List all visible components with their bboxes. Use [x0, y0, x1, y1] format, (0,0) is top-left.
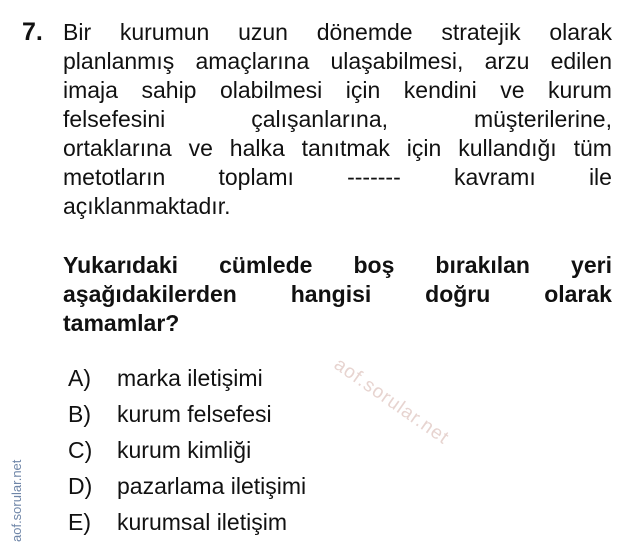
question-number: 7. — [22, 18, 43, 46]
prompt-line — [63, 251, 612, 280]
stem-word: ve — [188, 135, 213, 161]
stem-word: kendini — [403, 77, 477, 103]
prompt-word: boş — [353, 252, 395, 278]
question-stem — [63, 18, 612, 221]
option-letter: C) — [68, 437, 93, 463]
stem-word: ------- — [347, 164, 401, 190]
stem-word: uzun — [238, 19, 288, 45]
answer-options — [68, 360, 306, 540]
stem-word: kurumun — [119, 19, 210, 45]
prompt-word: olarak — [544, 281, 612, 307]
stem-word: ile — [588, 164, 612, 190]
stem-line — [63, 192, 612, 221]
stem-word: felsefesini — [63, 106, 166, 132]
option-text: kurumsal iletişim — [117, 509, 287, 535]
stem-line — [63, 105, 612, 134]
prompt-word: hangisi — [290, 281, 372, 307]
option-a[interactable] — [68, 360, 306, 396]
prompt-word: Yukarıdaki — [63, 252, 179, 278]
prompt-word: tamamlar? — [63, 310, 180, 336]
prompt-word: aşağıdakilerden — [63, 281, 237, 307]
question-prompt — [63, 251, 612, 338]
prompt-word: bırakılan — [435, 252, 530, 278]
stem-line — [63, 47, 612, 76]
stem-word: çalışanlarına, — [251, 106, 389, 132]
stem-word: ulaşabilmesi, — [330, 48, 464, 74]
option-letter: A) — [68, 365, 91, 391]
stem-line — [63, 18, 612, 47]
option-e[interactable] — [68, 504, 306, 540]
stem-line — [63, 163, 612, 192]
stem-word: kurum — [548, 77, 612, 103]
stem-word: olarak — [549, 19, 612, 45]
stem-word: için — [345, 77, 381, 103]
stem-word: dönemde — [316, 19, 413, 45]
stem-word: tüm — [573, 135, 612, 161]
prompt-line — [63, 280, 612, 309]
watermark-side-text: aof.sorular.net — [9, 459, 24, 542]
option-letter: B) — [68, 401, 91, 427]
option-letter: D) — [68, 473, 93, 499]
stem-word: edilen — [550, 48, 612, 74]
stem-word: ortaklarına — [63, 135, 172, 161]
stem-line — [63, 134, 612, 163]
stem-word: halka — [229, 135, 285, 161]
option-text: pazarlama iletişimi — [117, 473, 307, 499]
stem-word: müşterilerine, — [473, 106, 612, 132]
stem-line — [63, 76, 612, 105]
watermark-diagonal: aof.sorular.net — [329, 354, 453, 449]
stem-word: için — [406, 135, 442, 161]
stem-word: tanıtmak — [301, 135, 390, 161]
stem-word: imaja — [63, 77, 118, 103]
option-text: kurum felsefesi — [117, 401, 272, 427]
stem-word: stratejik — [441, 19, 521, 45]
option-c[interactable] — [68, 432, 306, 468]
option-text: marka iletişimi — [117, 365, 263, 391]
stem-word: ve — [500, 77, 525, 103]
stem-word: metotların — [63, 164, 166, 190]
stem-word: kullandığı — [458, 135, 557, 161]
stem-word: sahip — [141, 77, 197, 103]
stem-word: açıklanmaktadır. — [63, 193, 231, 219]
stem-word: olabilmesi — [219, 77, 323, 103]
stem-word: kavramı — [453, 164, 536, 190]
stem-word: arzu — [484, 48, 530, 74]
prompt-word: yeri — [571, 252, 612, 278]
stem-word: planlanmış — [63, 48, 175, 74]
stem-word: toplamı — [218, 164, 294, 190]
prompt-word: cümlede — [219, 252, 313, 278]
option-b[interactable] — [68, 396, 306, 432]
option-text: kurum kimliği — [117, 437, 252, 463]
prompt-word: doğru — [425, 281, 491, 307]
option-d[interactable] — [68, 468, 306, 504]
stem-word: amaçlarına — [195, 48, 310, 74]
prompt-line — [63, 309, 612, 338]
stem-word: Bir — [63, 19, 92, 45]
option-letter: E) — [68, 509, 91, 535]
